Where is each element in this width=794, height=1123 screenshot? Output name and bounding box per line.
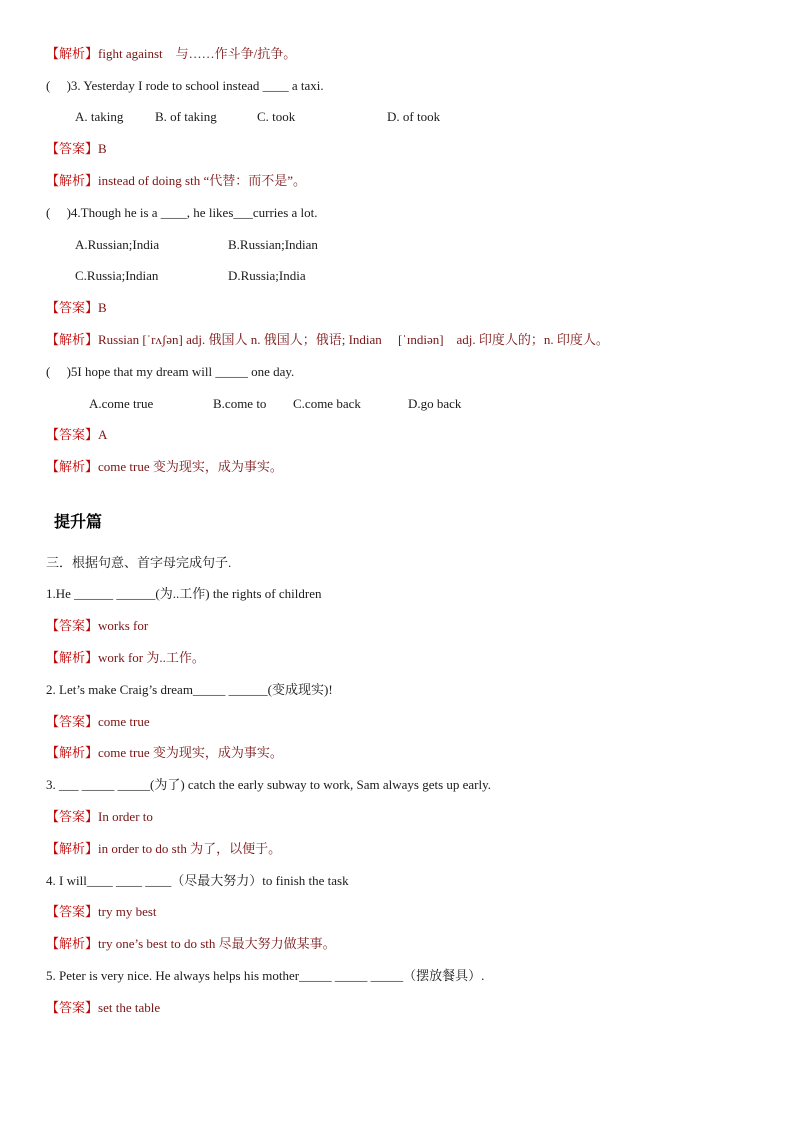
analysis-tag: 【解析】 [46, 46, 99, 61]
analysis-text: fight against 与……作斗争/抗争。 [98, 46, 297, 61]
answer-tag: 【答案】 [46, 141, 99, 156]
q5-option-c: C.come back [293, 396, 361, 411]
q3-answer [46, 140, 107, 158]
answer-text: set the table [98, 1000, 161, 1015]
item-4-analysis [46, 935, 336, 953]
item-3-answer [46, 808, 153, 826]
q3-option-a: A. taking [75, 109, 124, 124]
q5-option-d: D.go back [408, 396, 462, 411]
q4-answer [46, 299, 107, 317]
item-3-analysis [46, 840, 281, 858]
q5-option-a: A.come true [89, 396, 154, 411]
answer-text: try my best [98, 904, 157, 919]
q5-option-b: B.come to [213, 396, 267, 411]
q3-option-d: D. of took [387, 109, 441, 124]
q5-answer [46, 426, 107, 444]
answer-tag: 【答案】 [46, 618, 99, 633]
item-1-question: 1.He ______ ______(为..工作) the rights of children [46, 586, 322, 601]
q3-analysis [46, 172, 306, 190]
item-2-answer [46, 713, 150, 731]
answer-tag: 【答案】 [46, 300, 99, 315]
analysis-text: in order to do sth 为了，以便于。 [98, 841, 282, 856]
item-2-question: 2. Let’s make Craig’s dream_____ ______(变成现实)! [46, 682, 333, 697]
answer-tag: 【答案】 [46, 1000, 99, 1015]
answer-tag: 【答案】 [46, 809, 99, 824]
part-b-instruction: 三．根据句意、首字母完成句子. [46, 555, 232, 570]
answer-text: In order to [98, 809, 153, 824]
analysis-tag: 【解析】 [46, 459, 99, 474]
question-4-stem: ( )4.Though he is a ____, he likes___curries a lot. [46, 205, 318, 220]
analysis-text: work for 为..工作。 [98, 650, 205, 665]
analysis-text: instead of doing sth “代替：而不是”。 [98, 173, 306, 188]
answer-tag: 【答案】 [46, 714, 99, 729]
answer-text: works for [98, 618, 149, 633]
q4-option-c: C.Russia;Indian [75, 268, 159, 283]
analysis-tag: 【解析】 [46, 332, 99, 347]
item-5-answer [46, 999, 160, 1017]
analysis-tag: 【解析】 [46, 936, 99, 951]
analysis-line-fight-against [46, 45, 296, 63]
q4-option-b: B.Russian;Indian [228, 237, 318, 252]
answer-text: B [98, 141, 107, 156]
item-2-analysis [46, 744, 283, 762]
q4-option-a: A.Russian;India [75, 237, 160, 252]
analysis-tag: 【解析】 [46, 841, 99, 856]
analysis-tag: 【解析】 [46, 173, 99, 188]
item-5-question: 5. Peter is very nice. He always helps his mother_____ _____ _____（摆放餐具）. [46, 968, 485, 983]
item-4-answer [46, 903, 157, 921]
item-3-question: 3. ___ _____ _____(为了) catch the early subway to work, Sam always gets up early. [46, 777, 492, 792]
question-5-stem: ( )5I hope that my dream will _____ one day. [46, 364, 295, 379]
section-title: 提升篇 [54, 512, 103, 531]
item-1-answer [46, 617, 148, 635]
item-4-question: 4. I will____ ____ ____（尽最大努力）to finish the task [46, 873, 349, 888]
answer-text: A [98, 427, 108, 442]
q3-option-b: B. of taking [155, 109, 217, 124]
question-3-stem: ( )3. Yesterday I rode to school instead ____ a taxi. [46, 78, 324, 93]
q3-option-c: C. took [257, 109, 296, 124]
analysis-text: Russian [ˈrʌʃən] adj. 俄国人 n. 俄国人；俄语; Indian [ˈɪndiən] adj. 印度人的；n. 印度人。 [98, 332, 609, 347]
q4-analysis [46, 331, 609, 349]
answer-tag: 【答案】 [46, 427, 99, 442]
q4-option-d: D.Russia;India [228, 268, 306, 283]
answer-tag: 【答案】 [46, 904, 99, 919]
answer-text: B [98, 300, 107, 315]
item-1-analysis [46, 649, 205, 667]
analysis-tag: 【解析】 [46, 650, 99, 665]
answer-text: come true [98, 714, 150, 729]
analysis-text: come true 变为现实，成为事实。 [98, 459, 283, 474]
analysis-text: try one’s best to do sth 尽最大努力做某事。 [98, 936, 336, 951]
analysis-text: come true 变为现实，成为事实。 [98, 745, 283, 760]
q5-analysis [46, 458, 283, 476]
analysis-tag: 【解析】 [46, 745, 99, 760]
